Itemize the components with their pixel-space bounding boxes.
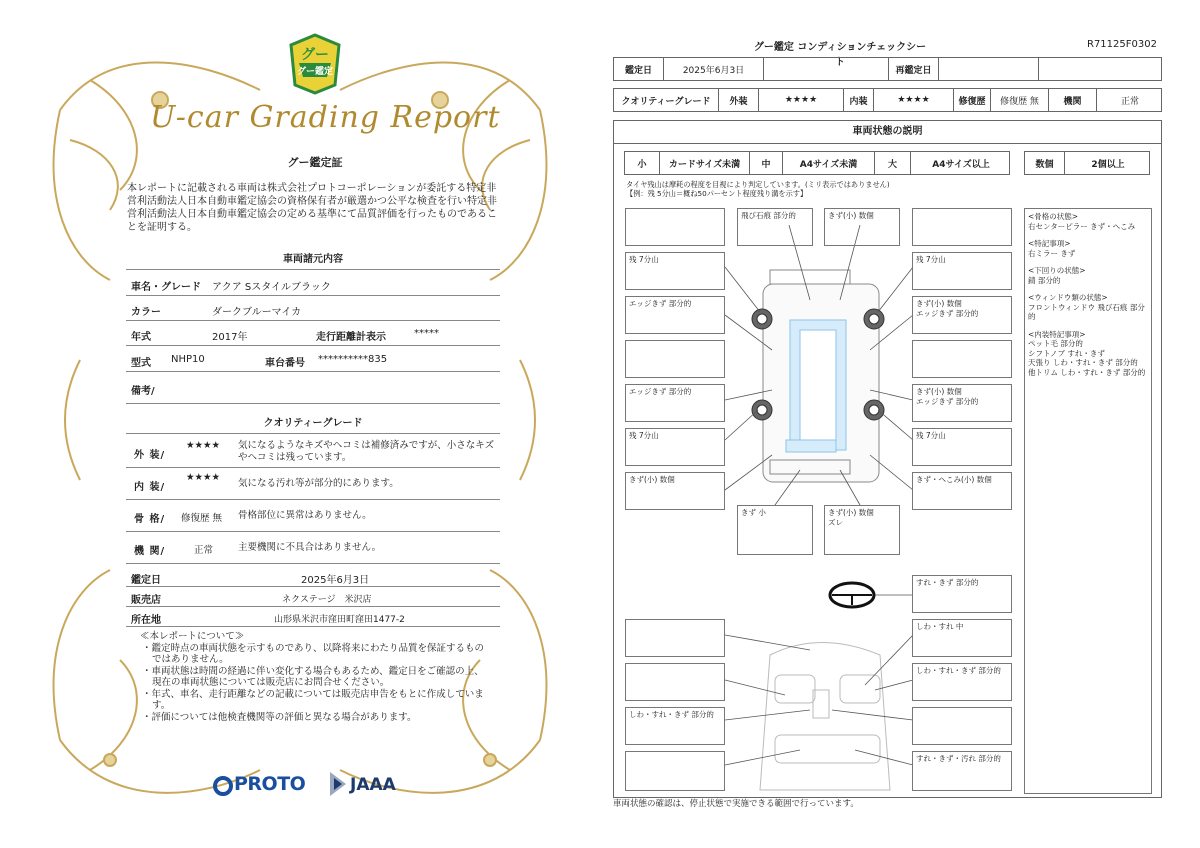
legend-small: 小 [625,152,660,174]
svg-text:グー鑑定: グー鑑定 [296,67,334,77]
comment-box-empty [625,663,725,701]
comment-box-empty [912,707,1012,745]
quality-heading: クオリティーグレード [263,418,363,429]
interior-note: シフトノブ すれ・きず [1028,348,1105,358]
interior-note: 他トリム しわ・すれ・きず 部分的 [1028,367,1146,377]
spec-model-label: 型式 [131,358,151,369]
comment-box-rear-bumper: きず(小) 数個 ズレ [824,505,900,555]
spec-chassis-label: 車台番号 [265,358,305,369]
quality-row-exterior [126,436,500,468]
status-summary [1024,208,1152,794]
legend-small-desc: カードサイズ未満 [660,152,750,174]
comment-box-interior-front: しわ・すれ 中 [912,619,1012,657]
special-value: 右ミラー きず [1028,248,1076,258]
interior-label: 内 装/ [134,482,166,493]
steering-wheel-icon [830,583,874,607]
legend-large: 大 [875,152,911,174]
frame-status-value: 右センターピラー きず・へこみ [1028,221,1136,231]
appraisal-date-value: 2025年6月3日 [664,58,764,80]
shop-label: 販売店 [131,595,161,606]
comment-box-right-front: きず(小) 数個 エッジきず 部分的 [912,296,1012,334]
comment-box-empty [625,340,725,378]
comment-box-rear-left: きず(小) 数個 [625,472,725,510]
spec-year-value: 2017年 [212,332,248,343]
legend-count-desc: 2個以上 [1091,159,1125,170]
info-row-date [126,566,500,587]
spec-heading: 車両諸元内容 [283,254,343,265]
proto-logo-icon [213,775,233,797]
engine-label: 機関 [1049,89,1097,111]
spec-name-label: 車名・グレード [131,282,201,293]
comment-box-tire-rear-right: 残 7分山 [912,428,1012,466]
address-value: 山形県米沢市窪田町窪田1477-2 [274,615,405,625]
condition-check-sheet [600,0,1200,848]
underbody-heading: <下回りの状態> [1028,266,1086,275]
legend-large-desc: A4サイズ以上 [932,159,990,170]
spec-remarks-label: 備考/ [131,386,155,397]
spec-row-remarks [126,372,500,404]
spec-odo-label: 走行距離計表示 [316,332,386,343]
legend-count: 数個 [1025,152,1065,174]
tire-note-2: 【例：残 5分山＝概ね50パーセント程度残り溝を示す】 [626,189,808,198]
quality-row-interior [126,468,500,500]
interior-stars: ★★★★ [186,472,221,483]
comment-box-empty [912,340,1012,378]
quality-row-engine [126,532,500,564]
comment-box-front: 飛び石痕 部分的 [737,208,813,246]
comment-box-front-right: きず(小) 数個 [824,208,900,246]
legend-mid: 中 [750,152,783,174]
note-item: ・車両状態は時間の経過に伴い変化する場合もあるため、鑑定日をご確認の上、現在の車両状態については販売店にお問合せください。 [142,665,484,688]
note-item: ・年式、車名、走行距離などの記載については販売店申告をもとに作成しています。 [142,688,484,711]
script-title: U-car Grading Report [150,100,501,135]
jaaa-logo-icon [328,770,348,798]
report-notes [140,631,490,723]
spec-row-name [126,272,500,296]
note-item: ・評価については他検査機関等の評価と異なる場合があります。 [142,711,417,723]
frame-desc: 骨格部位に異常はありません。 [238,510,372,521]
grade-label: クオリティーグレード [614,89,719,111]
reappraisal-date-label: 再鑑定日 [889,58,939,80]
engine-desc: 主要機関に不具合はありません。 [238,542,382,553]
proto-logo: PROTO [234,773,306,795]
jaaa-logo: JAAA [350,775,396,795]
window-value: フロントウィンドウ 飛び石痕 部分的 [1028,302,1145,321]
note-item: ・鑑定時点の車両状態を示すものであり、以降将来にわたり品質を保証するものではありません。 [142,642,485,665]
comment-box-empty [625,751,725,791]
appraisal-date-label: 鑑定日 [614,58,664,80]
interior-note: ペット毛 部分的 [1028,339,1083,348]
spec-row-model [126,346,500,372]
repair-label: 修復歴 [954,89,991,111]
comment-box-steering: すれ・きず 部分的 [912,575,1012,613]
int-label: 内装 [844,89,874,111]
comment-box-empty [625,208,725,246]
interior-notes-heading: <内装特記事項> [1028,329,1086,339]
engine-label: 機 関/ [134,546,166,557]
footer-note: 車両状態の確認は、停止状態で実施できる範囲で行っています。 [613,799,859,809]
exterior-stars: ★★★★ [186,440,221,451]
comment-box-left-rear: エッジきず 部分的 [625,384,725,422]
frame-label: 骨 格/ [134,514,166,525]
shop-value: ネクステージ 米沢店 [282,595,372,605]
spec-color-label: カラー [131,307,161,318]
comment-box-interior-seat: しわ・すれ・きず 部分的 [912,663,1012,701]
info-row-address [126,607,500,627]
date-label: 鑑定日 [131,575,161,586]
date-value: 2025年6月3日 [301,575,370,586]
frame-status: 修復歴 無 [181,513,223,524]
spec-name-value: アクア Sスタイルブラック [212,282,331,293]
repair-value: 修復歴 無 [991,89,1049,111]
divider [126,426,500,434]
int-value: ★★★★ [874,89,954,111]
spec-model-value: NHP10 [171,354,205,365]
engine-value: 正常 [1120,96,1139,107]
ext-label: 外装 [719,89,759,111]
certificate-heading: グー鑑定証 [287,156,343,169]
spec-color-value: ダークブルーマイカ [212,307,302,318]
interior-desc: 気になる汚れ等が部分的にあります。 [238,478,399,489]
goo-appraisal-badge-icon [287,33,343,95]
certificate-intro: 本レポートに記載される車両は株式会社プロトコーポレーションが委託する特定非営利活動法人日本自動車鑑定協会の資格保有者が厳選かつ公平な検査を行い特定非営利活動法人日本自動車鑑定協会の定める基準にて品質評価を行ったものであることを証明する。 [127,183,497,233]
comment-box-tire-front-left: 残 7分山 [625,252,725,290]
comment-box-right-rear: きず(小) 数個 エッジきず 部分的 [912,384,1012,422]
spec-odo-value: ***** [414,328,439,339]
sheet-code: R71125F0302 [1087,39,1157,50]
comment-box-empty [912,208,1012,246]
comment-box-rear: きず 小 [737,505,813,555]
comment-box-left-front: エッジきず 部分的 [625,296,725,334]
address-label: 所在地 [131,615,161,626]
spec-row-year [126,321,500,346]
tire-note-1: タイヤ残山は摩耗の程度を目視により判定しています。(ミリ表示ではありません) [626,180,890,189]
underbody-value: 錆 部分的 [1028,275,1061,285]
svg-text:グー: グー [301,47,329,63]
comment-box-interior-left: しわ・すれ・きず 部分的 [625,707,725,745]
quality-row-frame [126,500,500,532]
engine-status: 正常 [194,545,214,556]
comment-box-tire-rear-left: 残 7分山 [625,428,725,466]
window-heading: <ウィンドウ類の状態> [1028,293,1108,302]
comment-box-rear-right: きず・へこみ(小) 数個 [912,472,1012,510]
exterior-desc: 気になるようなキズやヘコミは補修済みですが、小さなキズやヘコミは残っています。 [238,440,495,463]
ext-value: ★★★★ [759,89,844,111]
frame-status-heading: <骨格の状態> [1028,212,1079,221]
special-heading: <特記事項> [1028,239,1071,248]
spec-row-color [126,296,500,321]
divider [126,262,500,270]
spec-year-label: 年式 [131,332,151,343]
comment-box-tire-front-right: 残 7分山 [912,252,1012,290]
exterior-label: 外 装/ [134,450,166,461]
spec-chassis-value: **********835 [318,354,388,365]
sheet-title: グー鑑定 コンディションチェックシート [753,42,927,68]
info-row-shop [126,587,500,607]
interior-note: 天張り しわ・すれ・きず 部分的 [1028,358,1138,367]
notes-title: ≪本レポートについて≫ [140,631,245,642]
legend-mid-desc: A4サイズ未満 [783,152,875,174]
panel-title: 車両状態の説明 [613,120,1162,144]
comment-box-interior-rear: すれ・きず・汚れ 部分的 [912,751,1012,791]
comment-box-empty [625,619,725,657]
